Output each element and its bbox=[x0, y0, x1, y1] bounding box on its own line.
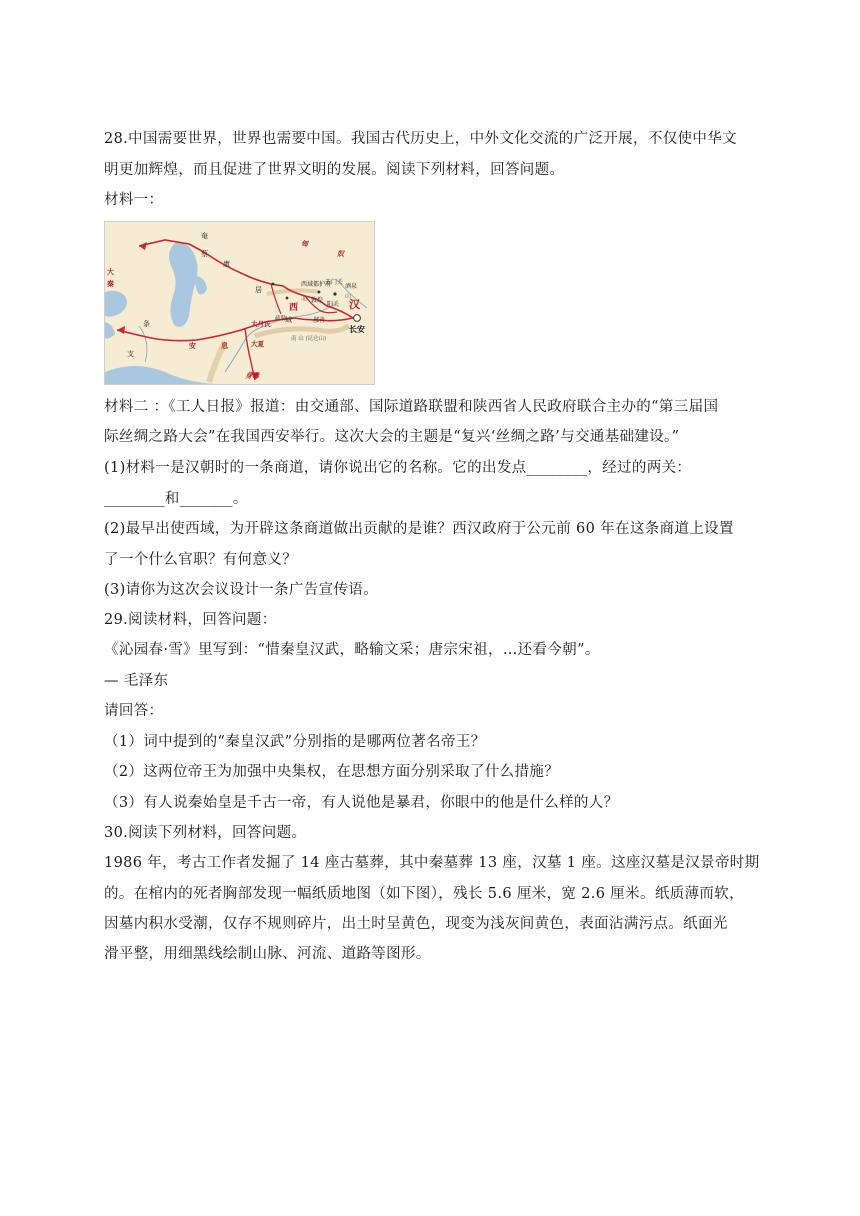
map-label-daxia: 大夏 bbox=[251, 340, 264, 348]
map-label-han: 汉 bbox=[349, 298, 360, 311]
map-label-yumenguan: 玉门关 bbox=[325, 279, 344, 286]
map-label-shanshan: 鄯善 bbox=[313, 317, 326, 324]
map-label-shule: 疏勒 bbox=[275, 316, 287, 322]
map-label-yu: 域 bbox=[285, 316, 292, 324]
q28-question-2-line-2: 了一个什么官职？有何意义？ bbox=[104, 552, 298, 568]
map-label-cai: 蔡 bbox=[201, 250, 208, 258]
map-label-da: 大 bbox=[107, 268, 114, 276]
map-label-an: 奄 bbox=[201, 232, 208, 240]
map-label-shan: 山 bbox=[345, 293, 352, 300]
silk-road-map bbox=[104, 221, 375, 385]
q29-author: — 毛泽东 bbox=[104, 673, 169, 689]
q30-title: 30.阅读下列材料，回答问题。 bbox=[104, 825, 307, 841]
q28-question-1-line-2: ________和_______。 bbox=[104, 491, 248, 507]
map-label-xiyu-duhufu: 西域都护府 bbox=[301, 281, 332, 288]
map-label-kang: 康 bbox=[223, 260, 230, 268]
q28-intro-line-2: 明更加辉煌，而且促进了世界文明的发展。阅读下列材料，回答问题。 bbox=[104, 162, 565, 178]
map-label-dunhuang: 敦煌 bbox=[311, 297, 324, 304]
q28-question-2-line-1: (2)最早出使西域，为开辟这条商道做出贡献的是谁？西汉政府于公元前 60 年在这条商道上设置 bbox=[104, 521, 734, 537]
material-2-line-1: 材料二 ：《工人日报》报道：由交通部、国际道路联盟和陕西省人民政府联合主办的“第三届国 bbox=[104, 399, 719, 415]
q29-prompt: 请回答： bbox=[104, 703, 164, 719]
map-label-shendu: 身毒 bbox=[245, 372, 259, 380]
map-label-xiongnu-2: 奴 bbox=[337, 250, 344, 258]
q30-paragraph-line-1: 1986 年，考古工作者发掘了 14 座古墓葬，其中秦墓葬 13 座，汉墓 1 座。这座汉墓是汉景帝时期 bbox=[104, 855, 760, 871]
map-label-xiongnu-1: 匈 bbox=[301, 240, 308, 248]
map-label-changan: 长安 bbox=[349, 325, 365, 334]
map-label-jiuquan: 酒泉 bbox=[345, 283, 358, 290]
map-label-zhi: 支 bbox=[127, 350, 134, 358]
map-label-nanshan: 南 山 (昆仑山) bbox=[291, 336, 327, 342]
q30-paragraph-line-4: 滑平整，用细黑线绘制山脉、河流、道路等图形。 bbox=[104, 946, 431, 962]
map-label-ju: 居 bbox=[255, 286, 262, 294]
q29-question-2: （2）这两位帝王为加强中央集权，在思想方面分别采取了什么措施？ bbox=[104, 764, 560, 780]
map-label-tiao: 条 bbox=[143, 320, 150, 328]
map-label-qin: 秦 bbox=[107, 280, 114, 288]
silk-road-map-svg bbox=[105, 222, 374, 384]
material-1-label: 材料一： bbox=[104, 192, 164, 208]
q29-question-3: （3）有人说秦始皇是千古一帝，有人说他是暴君，你眼中的他是什么样的人？ bbox=[104, 795, 619, 811]
map-label-bei: 北 bbox=[301, 295, 308, 302]
q30-paragraph-line-3: 因墓内积水受潮，仅存不规则碎片，出土时呈黄色，现变为浅灰间黄色，表面沾满污点。纸面光 bbox=[104, 916, 728, 932]
q28-question-3: (3)请你为这次会议设计一条广告宣传语。 bbox=[104, 582, 379, 598]
q29-quote: 《沁园春·雪》里写到：“惜秦皇汉武，略输文采；唐宗宋祖，…还看今朝”。 bbox=[104, 642, 600, 658]
material-2-line-2: 际丝绸之路大会”在我国西安举行。这次大会的主题是“复兴‘丝绸之路’与交通基础建设。” bbox=[104, 429, 680, 445]
q28-question-1-line-1: (1)材料一是汉朝时的一条商道，请你说出它的名称。它的出发点________，经过的两关： bbox=[104, 460, 692, 476]
map-label-anxi-1: 安 bbox=[189, 342, 196, 350]
map-label-dayuezhi: 大月氏 bbox=[251, 320, 271, 328]
q29-title: 29.阅读材料，回答问题： bbox=[104, 612, 277, 628]
q30-paragraph-line-2: 的。在棺内的死者胸部发现一幅纸质地图（如下图），残长 5.6 厘米，宽 2.6 厘米。纸质薄而软， bbox=[104, 886, 744, 902]
map-label-xi: 西 bbox=[289, 303, 299, 313]
map-label-yangguan: 阳关 bbox=[327, 301, 340, 308]
map-label-anxi-2: 息 bbox=[221, 342, 228, 350]
q29-question-1: （1）词中提到的“秦皇汉武”分别指的是哪两位著名帝王？ bbox=[104, 734, 486, 750]
q28-intro-line-1: 28.中国需要世界，世界也需要中国。我国古代历史上，中外文化交流的广泛开展，不仅使中华文 bbox=[104, 131, 737, 147]
